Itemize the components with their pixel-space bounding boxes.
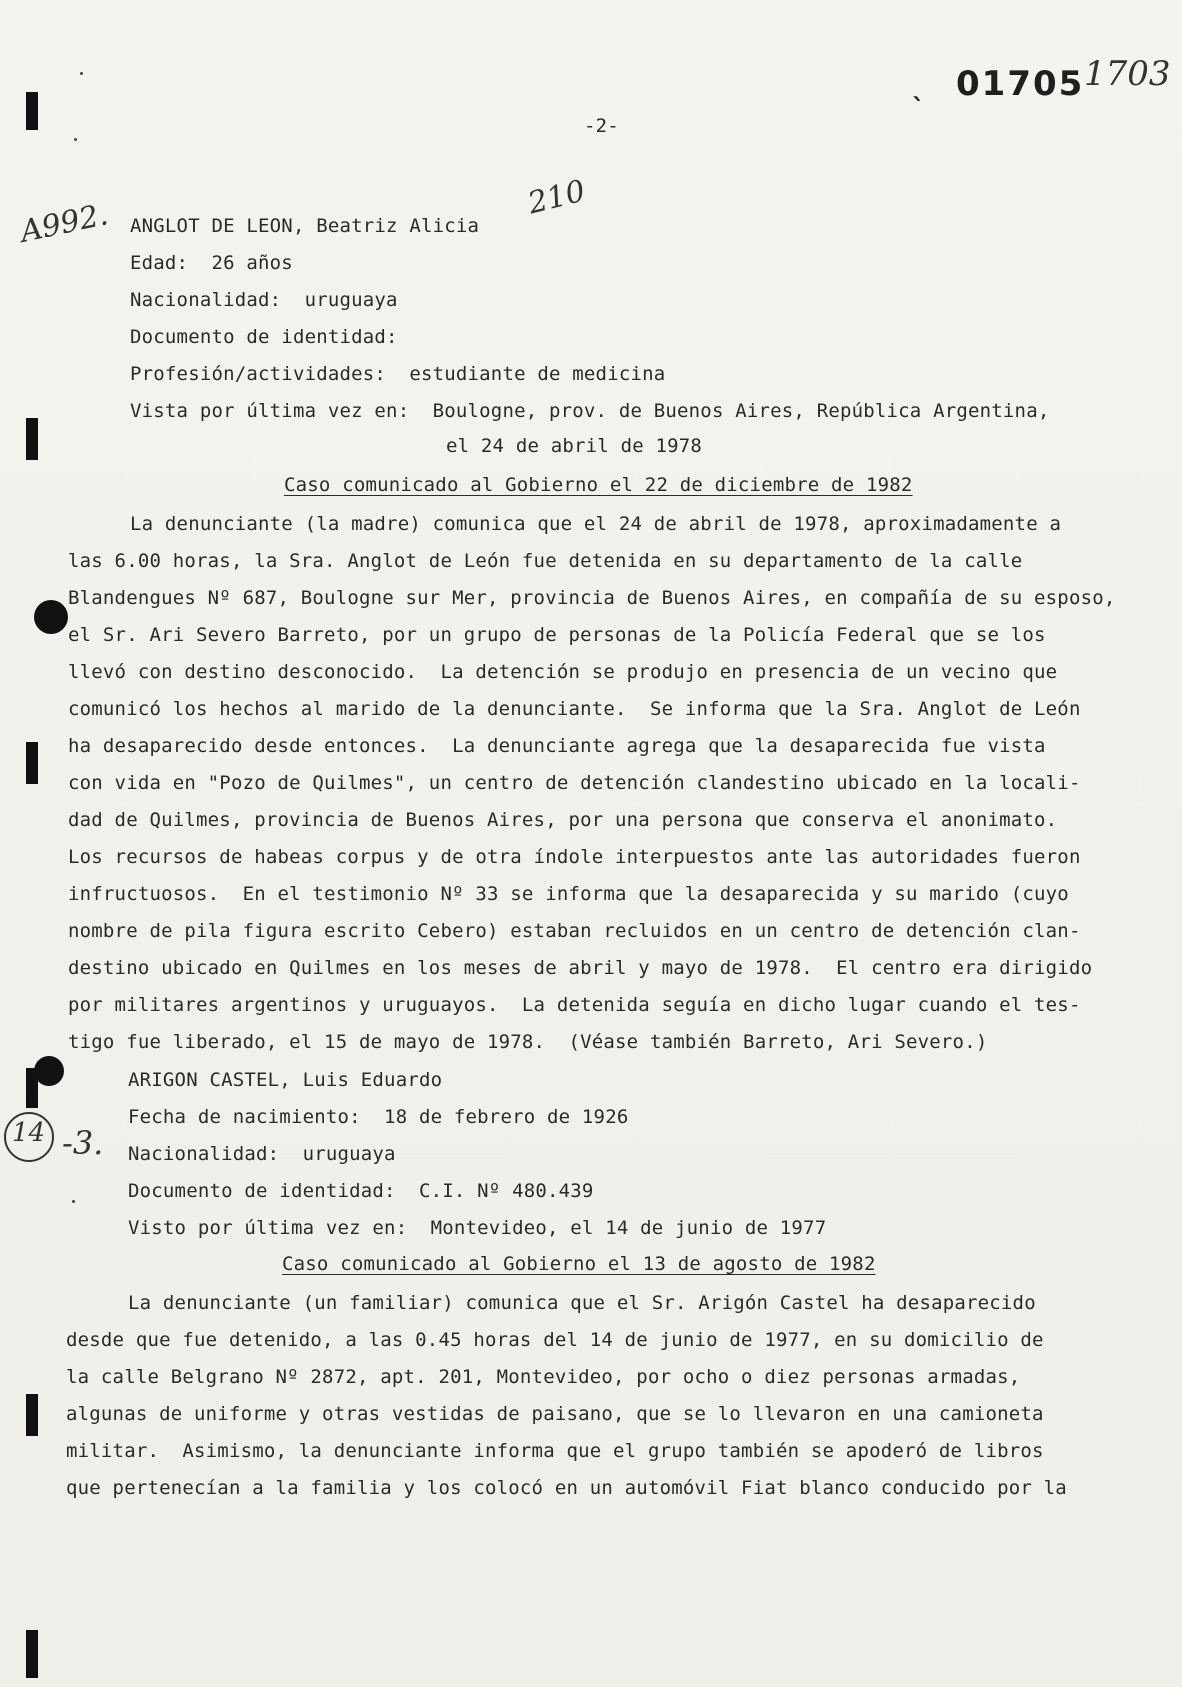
case1-body-line: tigo fue liberado, el 15 de mayo de 1978. (Véase también Barreto, Ari Severo.) [68,1031,988,1053]
case2-id-document: Documento de identidad: C.I. Nº 480.439 [128,1180,594,1202]
case1-body-line: Los recursos de habeas corpus y de otra índole interpuestos ante las autoridades fueron [68,846,1081,868]
case2-body-line: algunas de uniforme y otras vestidas de paisano, que se lo llevaron en una camioneta [66,1403,1044,1425]
case1-profession: Profesión/actividades: estudiante de medicina [130,363,666,385]
stamp-mark: ˎ [912,72,927,102]
case2-last-seen: Visto por última vez en: Montevideo, el 14 de junio de 1977 [128,1217,827,1239]
case2-name: ARIGON CASTEL, Luis Eduardo [128,1069,443,1091]
margin-note-case-3: -3. [62,1124,104,1162]
case1-body-line: llevó con destino desconocido. La detención se produjo en presencia de un vecino que [68,661,1058,683]
binder-mark [26,92,38,130]
case1-name: ANGLOT DE LEON, Beatriz Alicia [130,215,480,237]
speck [80,72,83,75]
case1-body-line: destino ubicado en Quilmes en los meses de abril y mayo de 1978. El centro era dirigido [68,957,1093,979]
case1-nationality: Nacionalidad: uruguaya [130,289,398,311]
binder-mark [26,1630,38,1678]
case2-body-line: militar. Asimismo, la denunciante informa que el grupo también se apoderó de libros [66,1440,1044,1462]
case1-id-document: Documento de identidad: [130,326,398,348]
case1-body-line: Blandengues Nº 687, Boulogne sur Mer, provincia de Buenos Aires, en compañía de su esposo, [68,587,1116,609]
page-number: -2- [584,115,619,137]
case2-body-line: que pertenecían a la familia y los colocó en un automóvil Fiat blanco conducido por la [66,1477,1067,1499]
case2-body-line: la calle Belgrano Nº 2872, apt. 201, Montevideo, por ocho o diez personas armadas, [66,1366,1021,1388]
case1-body-line: comunicó los hechos al marido de la denunciante. Se informa que la Sra. Anglot de León [68,698,1081,720]
case1-body-line: La denunciante (la madre) comunica que el 24 de abril de 1978, aproximadamente a [130,513,1062,535]
case1-body-line: dad de Quilmes, provincia de Buenos Aires, por una persona que conserva el anonimato. [68,809,1058,831]
hole-punch-mark [34,1056,64,1086]
hole-punch-mark [34,600,68,634]
margin-note-14: 14 [12,1118,46,1148]
case1-age: Edad: 26 años [130,252,293,274]
binder-mark [26,418,38,460]
case2-birth-date: Fecha de nacimiento: 18 de febrero de 1926 [128,1106,629,1128]
handwritten-number: 1703 [1084,54,1171,94]
case2-body-line: La denunciante (un familiar) comunica que el Sr. Arigón Castel ha desaparecido [128,1292,1036,1314]
binder-mark [26,742,38,784]
case2-nationality: Nacionalidad: uruguaya [128,1143,396,1165]
document-stamp-number: 01705 [956,64,1085,104]
case1-last-seen: Vista por última vez en: Boulogne, prov. de Buenos Aires, República Argentina, [130,400,1050,422]
case1-body-line: las 6.00 horas, la Sra. Anglot de León fue detenida en su departamento de la calle [68,550,1023,572]
margin-note-210: 210 [524,173,589,222]
case2-body-line: desde que fue detenido, a las 0.45 horas del 14 de junio de 1977, en su domicilio de [66,1329,1044,1351]
case2-communicated: Caso comunicado al Gobierno el 13 de agosto de 1982 [282,1253,876,1275]
speck [74,138,77,141]
case1-body-line: ha desaparecido desde entonces. La denunciante agrega que la desaparecida fue vista [68,735,1046,757]
case1-communicated: Caso comunicado al Gobierno el 22 de diciembre de 1982 [284,474,913,496]
margin-note-case-1: A992. [17,197,112,250]
case1-body-line: nombre de pila figura escrito Cebero) estaban recluidos en un centro de detención clan- [68,920,1081,942]
case1-body-line: infructuosos. En el testimonio Nº 33 se informa que la desaparecida y su marido (cuyo [68,883,1069,905]
case1-body-line: el Sr. Ari Severo Barreto, por un grupo de personas de la Policía Federal que se los [68,624,1046,646]
speck [72,1200,75,1203]
case1-body-line: con vida en "Pozo de Quilmes", un centro de detención clandestino ubicado en la locali- [68,772,1081,794]
case1-last-seen-date: el 24 de abril de 1978 [446,435,703,457]
binder-mark [26,1394,38,1436]
case1-body-line: por militares argentinos y uruguayos. La detenida seguía en dicho lugar cuando el tes- [68,994,1081,1016]
